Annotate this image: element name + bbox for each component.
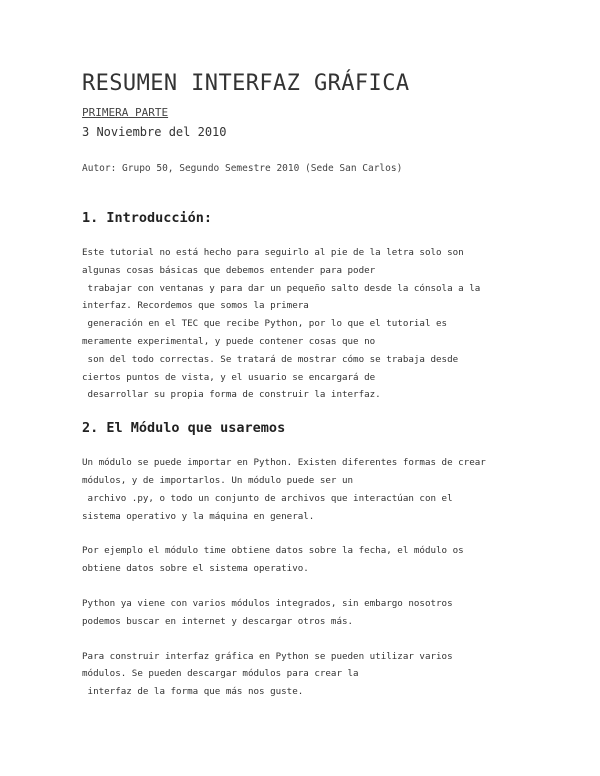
text-line: ciertos puntos de vista, y el usuario se encargará de — [82, 371, 376, 383]
text-line: Este tutorial no está hecho para seguirlo al pie de la letra solo son — [82, 247, 464, 258]
text-line: Para construir interfaz gráfica en Python se pueden utilizar varios — [82, 650, 453, 662]
document-date: 3 Noviembre del 2010 — [82, 125, 227, 139]
text-line: Un módulo se puede importar en Python. Existen diferentes formas de crear — [82, 457, 486, 469]
text-line: obtiene datos sobre el sistema operativo. — [82, 563, 309, 575]
text-line: generación en el TEC que recibe Python, por lo que el tutorial es — [82, 318, 448, 330]
document-page — [82, 62, 522, 701]
paragraph — [82, 454, 522, 525]
text-line: archivo .py, o todo un conjunto de archivos que interactúan con el — [82, 492, 453, 504]
paragraph — [82, 542, 522, 578]
paragraph — [82, 595, 522, 631]
paragraph — [82, 244, 522, 404]
text-line: sistema operativo y la máquina en general. — [82, 510, 315, 522]
text-line: podemos buscar en internet y descargar otros más. — [82, 615, 354, 627]
document-title: RESUMEN INTERFAZ GRÁFICA — [82, 71, 410, 96]
document-subtitle: PRIMERA PARTE — [82, 106, 169, 119]
paragraph — [82, 648, 522, 701]
text-line: meramente experimental, y puede contener cosas que no — [82, 335, 376, 347]
text-line: interfaz. Recordemos que somos la primera — [82, 300, 309, 312]
document-author: Autor: Grupo 50, Segundo Semestre 2010 (Sede San Carlos) — [82, 163, 403, 174]
text-line: desarrollar su propia forma de construir la interfaz. — [82, 389, 381, 401]
text-line: Por ejemplo el módulo time obtiene datos sobre la fecha, el módulo os — [82, 545, 464, 557]
section-heading-introduccion: 1. Introducción: — [82, 210, 213, 226]
text-line: trabajar con ventanas y para dar un pequeño salto desde la cónsola a la — [82, 282, 481, 294]
text-line: son del todo correctas. Se tratará de mostrar cómo se trabaja desde — [82, 353, 459, 365]
text-line: interfaz de la forma que más nos guste. — [82, 686, 304, 698]
section-heading-modulo: 2. El Módulo que usaremos — [82, 420, 286, 437]
text-line: algunas cosas básicas que debemos entender para poder — [82, 264, 376, 276]
text-line: Python ya viene con varios módulos integrados, sin embargo nosotros — [82, 597, 453, 609]
text-line: módulos, y de importarlos. Un módulo puede ser un — [82, 474, 354, 486]
text-line: módulos. Se pueden descargar módulos para crear la — [82, 668, 359, 680]
